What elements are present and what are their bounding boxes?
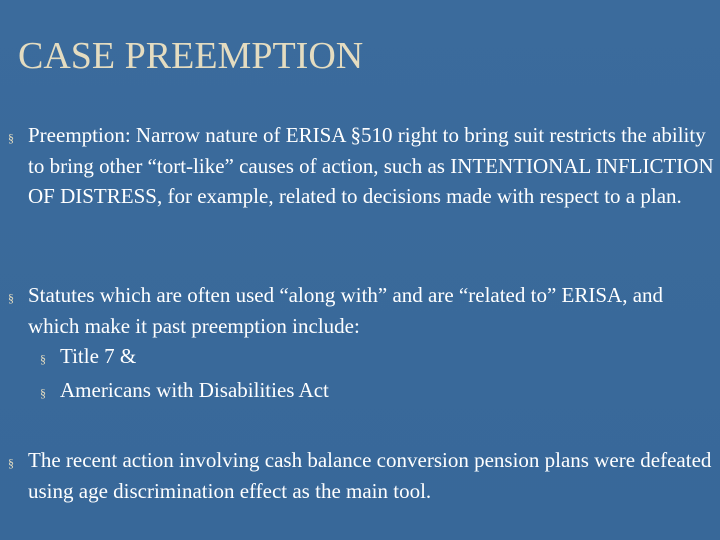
bullet-marker-icon: § <box>8 131 14 145</box>
sub-bullet-text: Americans with Disabilities Act <box>60 378 329 402</box>
bullet-text: Preemption: Narrow nature of ERISA §510 right to bring suit restricts the ability to bring other “tort-like” causes of action, such as INTENTIONAL INFLICTION OF DISTRESS, for example, related to decisions made with respect to a plan. <box>28 123 714 208</box>
sub-bullet-marker-icon: § <box>40 352 46 366</box>
sub-bullet-marker-icon: § <box>40 386 46 400</box>
bullet-marker-icon: § <box>8 456 14 470</box>
bullet-text: The recent action involving cash balance conversion pension plans were defeated using age discrimination effect as the main tool. <box>28 448 712 503</box>
bullet-marker-icon: § <box>8 291 14 305</box>
slide-title: CASE PREEMPTION <box>18 35 364 77</box>
bullet-text: Statutes which are often used “along with” and are “related to” ERISA, and which make it past preemption include: <box>28 283 664 338</box>
sub-bullet-text: Title 7 & <box>60 344 137 368</box>
